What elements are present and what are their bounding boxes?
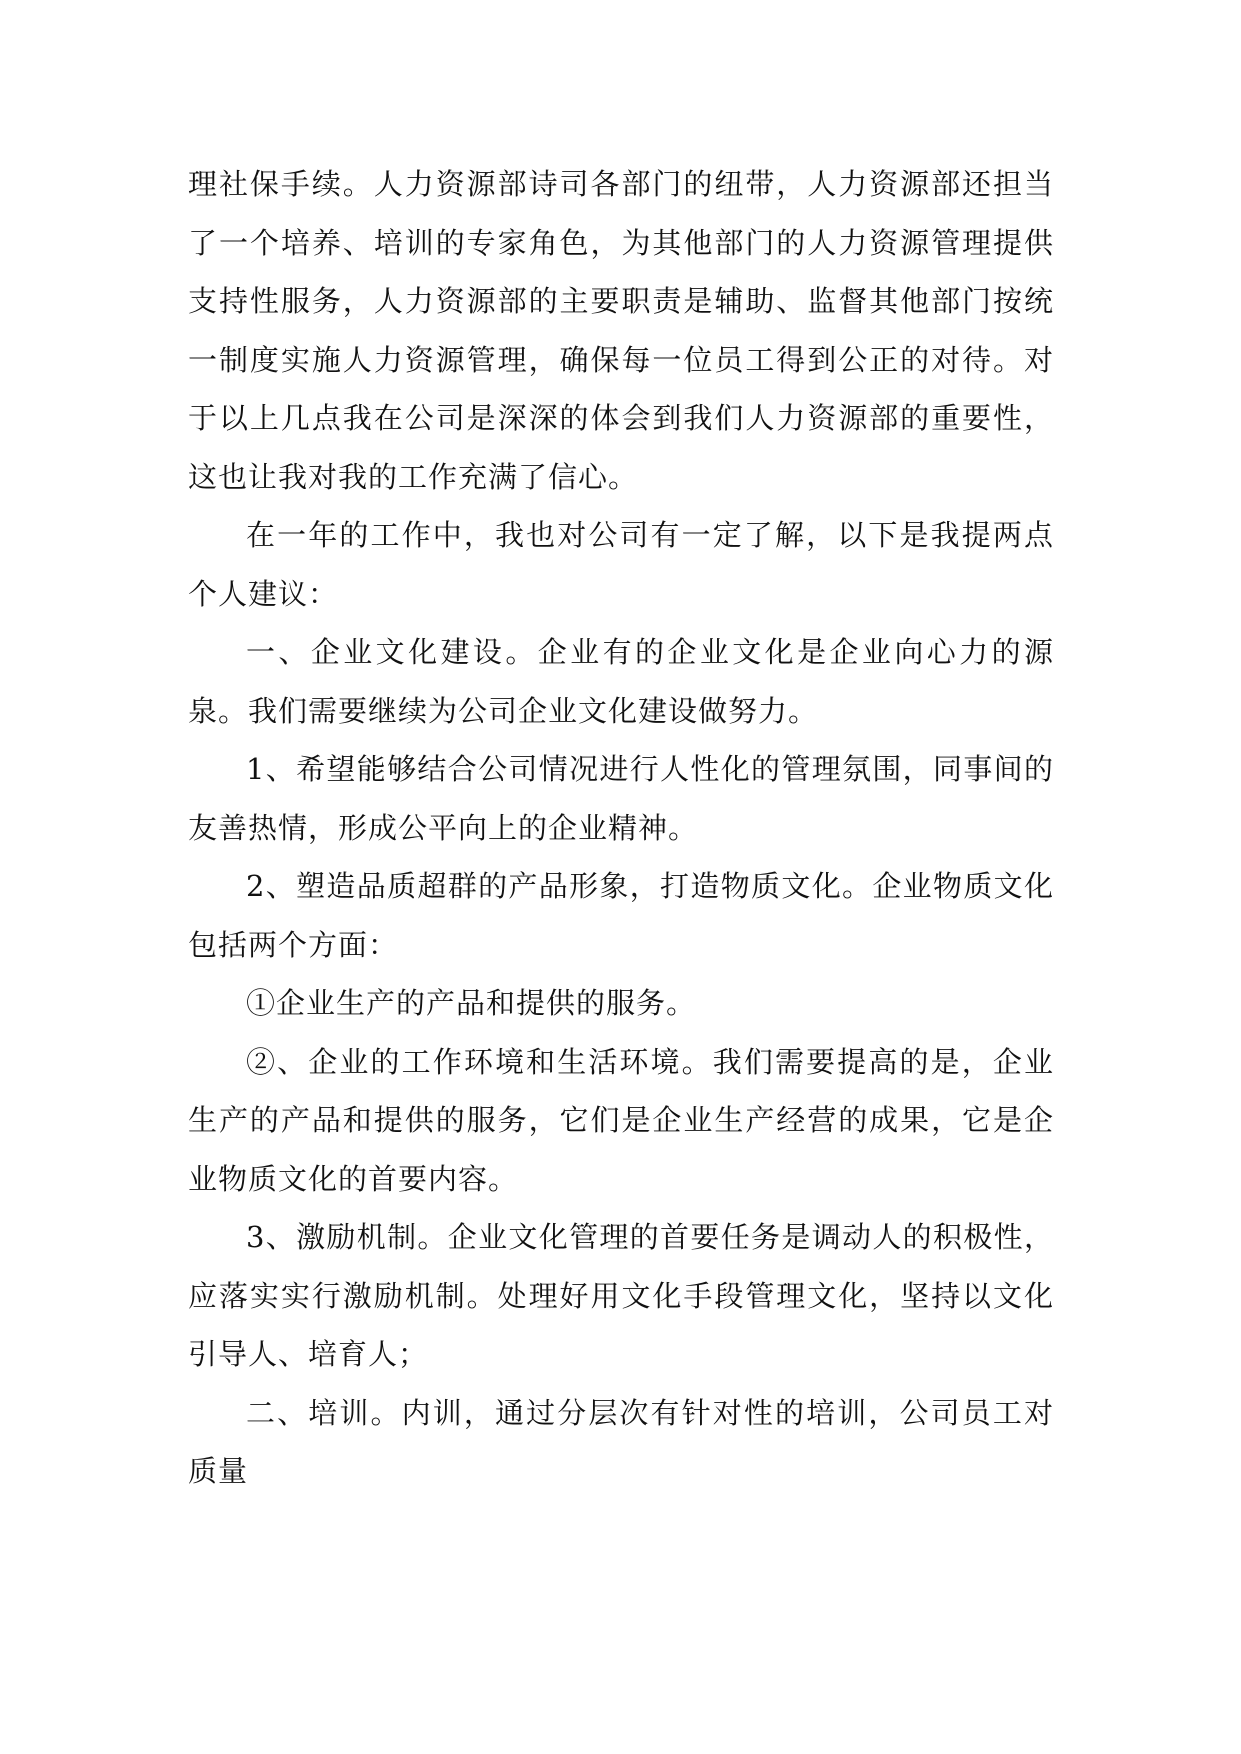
paragraph-hr-role: 理社保手续。人力资源部诗司各部门的纽带，人力资源部还担当了一个培养、培训的专家角色，为其他部门的人力资源管理提供支持性服务，人力资源部的主要职责是辅助、监督其他部门按统一制度实施人力资源管理，确保每一位员工得到公正的对待。对于以上几点我在公司是深深的体会到我们人力资源部的重要性，这也让我对我的工作充满了信心。 — [188, 167, 1054, 494]
paragraph-suggestions-intro: 在一年的工作中，我也对公司有一定了解，以下是我提两点个人建议： — [188, 518, 1054, 611]
paragraph-culture-building: 一、企业文化建设。企业有的企业文化是企业向心力的源泉。我们需要继续为公司企业文化建设做努力。 — [188, 635, 1054, 728]
paragraph-point-3: 3、激励机制。企业文化管理的首要任务是调动人的积极性，应落实实行激励机制。处理好用文化手段管理文化，坚持以文化引导人、培育人； — [188, 1220, 1054, 1371]
paragraph-point-1: 1、希望能够结合公司情况进行人性化的管理氛围，同事间的友善热情，形成公平向上的企业精神。 — [188, 752, 1054, 845]
paragraph-subpoint-1: ①企业生产的产品和提供的服务。 — [246, 986, 697, 1020]
paragraph-subpoint-2: ②、企业的工作环境和生活环境。我们需要提高的是，企业生产的产品和提供的服务，它们是企业生产经营的成果，它是企业物质文化的首要内容。 — [188, 1044, 1054, 1196]
document-body — [188, 155, 1054, 1501]
paragraph-training: 二、培训。内训，通过分层次有针对性的培训，公司员工对质量 — [188, 1395, 1054, 1488]
paragraph-point-2: 2、塑造品质超群的产品形象，打造物质文化。企业物质文化包括两个方面： — [188, 869, 1054, 962]
